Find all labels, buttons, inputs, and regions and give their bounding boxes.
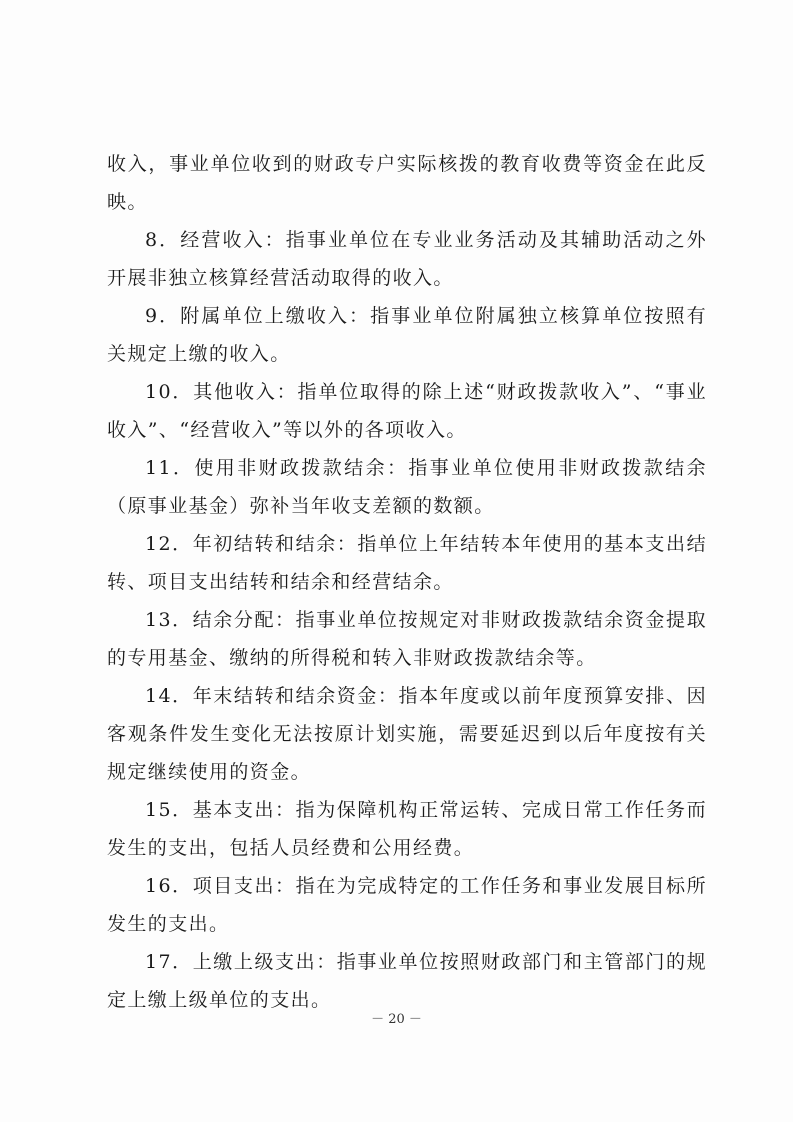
paragraph-item-14: 14．年末结转和结余资金：指本年度或以前年度预算安排、因客观条件发生变化无法按原计划实施，需要延迟到以后年度按有关规定继续使用的资金。 bbox=[107, 685, 707, 783]
paragraph-item-13: 13．结余分配：指事业单位按规定对非财政拨款结余资金提取的专用基金、缴纳的所得税和转入非财政拨款结余等。 bbox=[107, 609, 707, 669]
paragraph-item-17: 17．上缴上级支出：指事业单位按照财政部门和主管部门的规定上缴上级单位的支出。 bbox=[107, 951, 707, 1011]
document-body bbox=[107, 145, 707, 1019]
paragraph-item-12: 12．年初结转和结余：指单位上年结转本年使用的基本支出结转、项目支出结转和结余和经营结余。 bbox=[107, 533, 707, 593]
paragraph-item-9: 9．附属单位上缴收入：指事业单位附属独立核算单位按照有关规定上缴的收入。 bbox=[107, 305, 707, 365]
paragraph-item-11: 11．使用非财政拨款结余：指事业单位使用非财政拨款结余（原事业基金）弥补当年收支差额的数额。 bbox=[107, 457, 707, 517]
paragraph-item-15: 15．基本支出：指为保障机构正常运转、完成日常工作任务而发生的支出，包括人员经费和公用经费。 bbox=[107, 799, 707, 859]
paragraph-item-8: 8．经营收入：指事业单位在专业业务活动及其辅助活动之外开展非独立核算经营活动取得的收入。 bbox=[107, 229, 707, 289]
paragraph-continuation: 收入，事业单位收到的财政专户实际核拨的教育收费等资金在此反映。 bbox=[107, 153, 707, 213]
paragraph-item-10: 10．其他收入：指单位取得的除上述“财政拨款收入”、“事业收入”、“经营收入”等以外的各项收入。 bbox=[107, 381, 707, 441]
page-number: － 20 － bbox=[371, 1012, 422, 1027]
paragraph-item-16: 16．项目支出：指在为完成特定的工作任务和事业发展目标所发生的支出。 bbox=[107, 875, 707, 935]
